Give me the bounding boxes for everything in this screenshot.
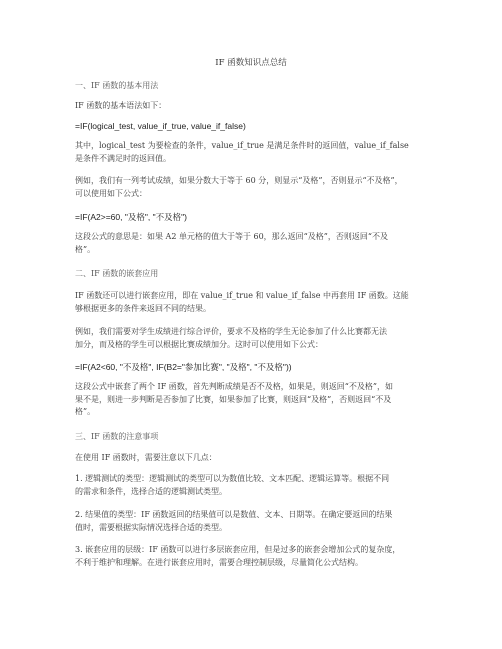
paragraph-syntax-intro: IF 函数的基本语法如下： [75, 101, 167, 110]
paragraph-explanation-line-1: 这段公式的意思是：如果 A2 单元格的值大于等于 60，那么返回“及格”，否则返回“不及 [75, 232, 388, 241]
note-item-3 [75, 544, 435, 569]
note-item-2-line-1: 2. 结果值的类型：IF 函数返回的结果值可以是数值、文本、日期等。在确定要返回的结果 [75, 510, 393, 519]
code-basic-syntax: =IF(logical_test, value_if_true, value_if_false) [75, 121, 246, 131]
code-example-1: =IF(A2>=60, "及格", "不及格") [75, 212, 187, 222]
note-item-1 [75, 473, 435, 498]
paragraph-nesting-explanation [75, 381, 435, 419]
document-title: IF 函数知识点总结 [215, 58, 287, 68]
paragraph-nesting-line-1: IF 函数还可以进行嵌套应用，即在 value_if_true 和 value_if_false 中再套用 IF 函数。这能 [75, 291, 409, 300]
paragraph-nesting-explanation-line-3: 格”。 [75, 407, 96, 416]
paragraph-nesting-explanation-line-2: 果不是，则进一步判断是否参加了比赛，如果参加了比赛，则返回“及格”，否则返回“不及 [75, 394, 392, 404]
paragraph-nesting-example-line-1: 例如，我们需要对学生成绩进行综合评价，要求不及格的学生无论参加了什么比赛都无法 [75, 327, 387, 336]
paragraph-params-line-1: 其中，logical_test 为要检查的条件，value_if_true 是满足条件时的返回值，value_if_false [75, 141, 409, 150]
note-item-1-line-2: 的需求和条件，选择合适的逻辑测试类型。 [75, 486, 227, 496]
paragraph-nesting-line-2: 够根据更多的条件来返回不同的结果。 [75, 303, 211, 313]
note-item-1-line-1: 1. 逻辑测试的类型：逻辑测试的类型可以为数值比较、文本匹配、逻辑运算等。根据不同 [75, 474, 390, 483]
paragraph-params [75, 140, 435, 165]
section-heading-1: 一、IF 函数的基本用法 [75, 81, 159, 90]
paragraph-example-line-2: 可以使用如下公式： [75, 188, 147, 198]
section-heading-3: 三、IF 函数的注意事项 [75, 432, 159, 441]
paragraph-nesting-example-line-2: 加分，而及格的学生可以根据比赛成绩加分。这时可以使用如下公式： [75, 339, 323, 349]
paragraph-explanation [75, 231, 435, 256]
code-example-2: =IF(A2<60, "不及格", IF(B2="参加比赛", "及格", "不及格")) [75, 362, 292, 372]
paragraph-nesting-explanation-line-1: 这段公式中嵌套了两个 IF 函数，首先判断成绩是否不及格，如果是，则返回“不及格”，如 [75, 382, 393, 391]
note-item-3-line-1: 3. 嵌套应用的层级：IF 函数可以进行多层嵌套应用，但是过多的嵌套会增加公式的复杂度， [75, 545, 401, 554]
paragraph-nesting-example [75, 326, 435, 351]
paragraph-notes-intro: 在使用 IF 函数时，需要注意以下几点： [75, 453, 217, 462]
paragraph-explanation-line-2: 格”。 [75, 244, 96, 254]
note-item-2 [75, 509, 435, 534]
section-heading-2: 二、IF 函数的嵌套应用 [75, 269, 159, 278]
paragraph-nesting [75, 290, 435, 315]
paragraph-example [75, 175, 435, 200]
paragraph-example-line-1: 例如，我们有一列考试成绩，如果分数大于等于 60 分，则显示“及格”，否则显示“不及格”， [75, 176, 403, 185]
note-item-3-line-2: 不利于维护和理解。在进行嵌套应用时，需要合理控制层级，尽量简化公式结构。 [75, 557, 363, 567]
note-item-2-line-2: 值时，需要根据实际情况选择合适的类型。 [75, 522, 227, 532]
paragraph-params-line-2: 是条件不满足时的返回值。 [75, 153, 171, 163]
